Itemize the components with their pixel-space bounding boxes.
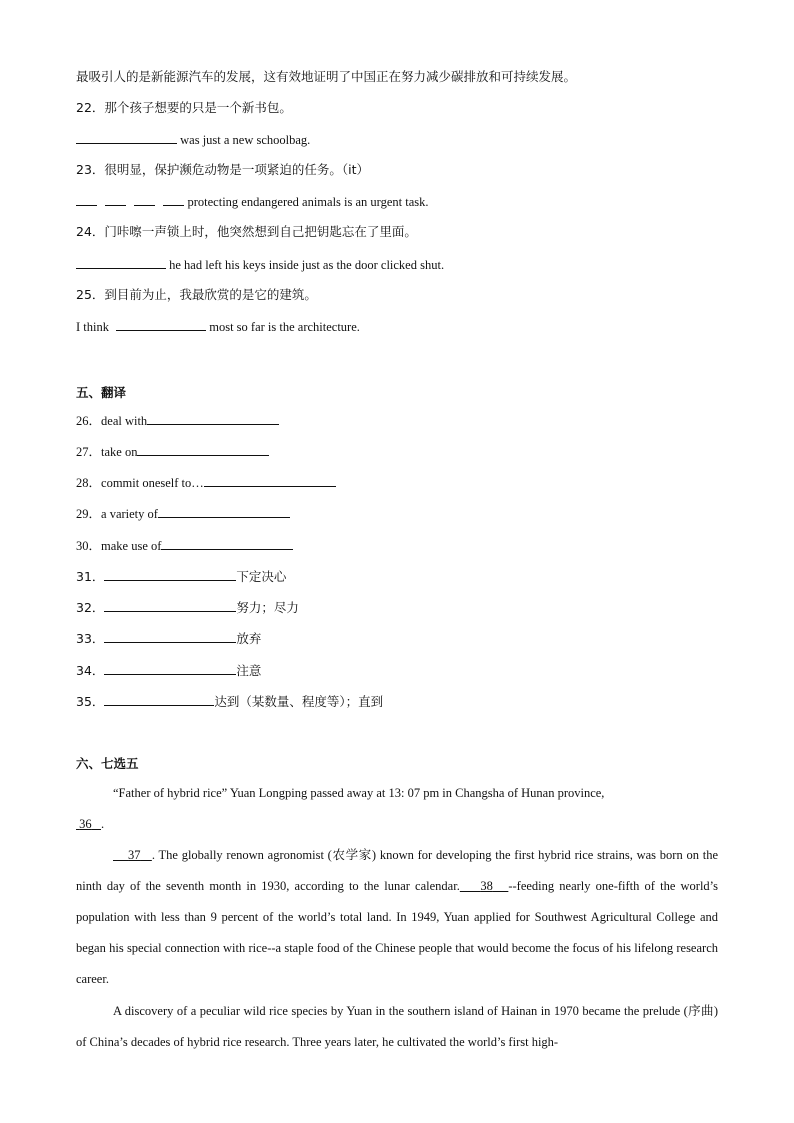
item-phrase: deal with: [101, 414, 148, 428]
english-text: was just a new schoolbag.: [177, 133, 311, 147]
blank-37[interactable]: [113, 848, 152, 862]
answer-blank[interactable]: [163, 193, 184, 206]
english-text: he had left his keys inside just as the door clicked shut.: [166, 258, 445, 272]
vocab-item-34: [76, 662, 261, 679]
section-5-title: 五、翻译: [76, 385, 127, 400]
item-phrase: commit oneself to…: [101, 476, 204, 490]
sentence-number: 22．: [76, 100, 105, 115]
sentence-text: 那个孩子想要的只是一个新书包。: [104, 100, 292, 115]
item-number: 33．: [76, 631, 105, 646]
sentence-number: 23．: [76, 162, 105, 177]
answer-blank[interactable]: [158, 505, 290, 518]
answer-blank[interactable]: [76, 131, 177, 144]
sentence-number: 24．: [76, 224, 105, 239]
sentence-23-english: [76, 193, 429, 210]
answer-blank[interactable]: [105, 193, 126, 206]
item-phrase: a variety of: [101, 507, 158, 521]
item-number: 30．: [76, 539, 102, 553]
vocab-item-30: [76, 537, 293, 554]
answer-blank[interactable]: [161, 537, 293, 550]
english-text: most so far is the architecture.: [206, 320, 360, 334]
paragraph-text: --feeding nearly one-fifth of the world’s population with less than 9 percent of the world’s total land. In 1949, Yuan applied for Southwest Agricultural College and began his special connection with rice--a staple food of the Chinese people that would become the focus of his lifelong research career.: [76, 879, 719, 986]
item-phrase: make use of: [101, 539, 162, 553]
answer-blank[interactable]: [104, 599, 236, 612]
item-number: 34．: [76, 663, 105, 678]
item-number: 31．: [76, 569, 105, 584]
paragraph-text: . The globally renown agronomist (农学家) known for developing the first hybrid rice strains, was born on the ninth day of the seventh month in 1930, according to the lunar calendar.: [76, 848, 718, 893]
sentence-number: 25．: [76, 287, 105, 302]
paragraph-text: “Father of hybrid rice” Yuan Longping passed away at 13: 07 pm in Changsha of Hunan province,: [113, 786, 605, 800]
item-phrase: take on: [101, 445, 138, 459]
answer-blank[interactable]: [147, 412, 279, 425]
blank-number: 36: [79, 817, 92, 831]
sentence-22-chinese: [76, 100, 292, 116]
answer-blank[interactable]: [104, 662, 236, 675]
passage-paragraph-2: [76, 840, 718, 995]
item-meaning: 努力；尽力: [236, 600, 299, 615]
blank-36[interactable]: [76, 817, 101, 831]
blank-38[interactable]: [460, 879, 509, 893]
vocab-item-28: [76, 474, 336, 491]
passage-paragraph-1: “Father of hybrid rice” Yuan Longping passed away at 13: 07 pm in Changsha of Hunan province, 36 .: [76, 778, 718, 840]
answer-blank[interactable]: [76, 256, 166, 269]
sentence-23-chinese: [76, 162, 369, 178]
vocab-item-31: [76, 568, 286, 585]
passage-paragraph-3: [76, 996, 718, 1058]
vocab-item-33: [76, 630, 261, 647]
item-meaning: 达到（某数量、程度等）；直到: [214, 694, 384, 709]
section-6-title: 六、七选五: [76, 756, 139, 771]
sentence-24-english: [76, 256, 444, 273]
vocab-item-29: [76, 505, 290, 522]
answer-blank[interactable]: [134, 193, 155, 206]
item-number: 26．: [76, 414, 102, 428]
sentence-24-chinese: [76, 224, 417, 240]
answer-blank[interactable]: [104, 630, 236, 643]
item-number: 28．: [76, 476, 102, 490]
sentence-25-chinese: [76, 287, 317, 303]
item-meaning: 放弃: [236, 631, 262, 646]
sentence-25-english: [76, 318, 360, 335]
sentence-text: 到目前为止，我最欣赏的是它的建筑。: [104, 287, 317, 302]
item-number: 29．: [76, 507, 102, 521]
item-meaning: 下定决心: [236, 569, 287, 584]
answer-blank[interactable]: [137, 443, 269, 456]
answer-blank[interactable]: [104, 568, 236, 581]
blank-number: 38: [480, 879, 493, 893]
sentence-text: 门咔嚓一声锁上时，他突然想到自己把钥匙忘在了里面。: [104, 224, 417, 239]
answer-blank[interactable]: [116, 318, 206, 331]
blank-number: 37: [128, 848, 141, 862]
vocab-item-26: [76, 412, 279, 429]
sentence-text: 很明显，保护濒危动物是一项紧迫的任务。（it）: [104, 162, 370, 177]
english-text: protecting endangered animals is an urgent task.: [184, 195, 429, 209]
vocab-item-27: [76, 443, 269, 460]
intro-line: 最吸引人的是新能源汽车的发展，这有效地证明了中国正在努力减少碳排放和可持续发展。: [76, 69, 577, 84]
vocab-item-32: [76, 599, 299, 616]
item-number: 27．: [76, 445, 102, 459]
vocab-item-35: [76, 693, 383, 710]
answer-blank[interactable]: [76, 193, 97, 206]
answer-blank[interactable]: [104, 693, 214, 706]
answer-blank[interactable]: [204, 474, 336, 487]
item-meaning: 注意: [236, 663, 262, 678]
paragraph-text: A discovery of a peculiar wild rice species by Yuan in the southern island of Hainan in 1970 became the prelude (序曲) of China’s decades of hybrid rice research. Three years later, he cultivated the world’s first high-: [76, 1004, 718, 1049]
item-number: 35．: [76, 694, 105, 709]
item-number: 32．: [76, 600, 105, 615]
english-text: I think: [76, 320, 113, 334]
sentence-22-english: [76, 131, 310, 148]
